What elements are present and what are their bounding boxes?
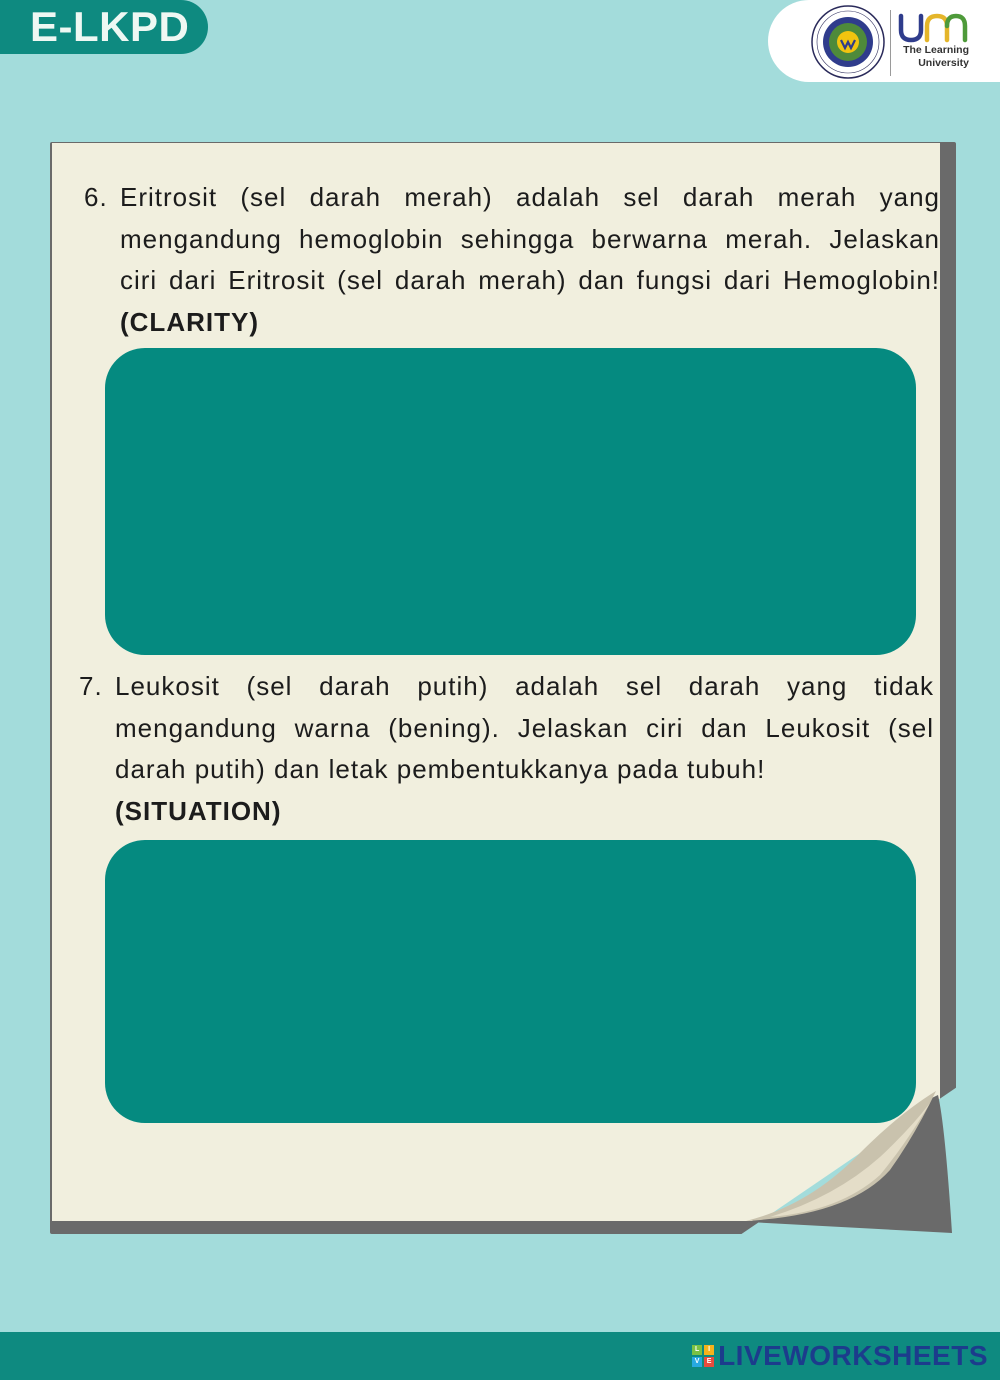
university-seal-icon	[810, 4, 886, 80]
liveworksheets-text: LIVEWORKSHEETS	[718, 1340, 988, 1371]
logo-tagline	[893, 44, 969, 70]
answer-box-6[interactable]	[105, 348, 916, 655]
logo-letter-l: L	[692, 1345, 702, 1355]
answer-box-7[interactable]	[105, 840, 916, 1123]
logo-divider	[890, 10, 891, 76]
question-6-number: 6.	[84, 182, 108, 212]
liveworksheets-brand[interactable]	[692, 1340, 988, 1372]
question-7-number: 7.	[79, 671, 103, 701]
logo-letter-e: E	[704, 1357, 714, 1367]
question-6-text: Eritrosit (sel darah merah) adalah sel darah merah yang mengandung hemoglobin sehingga berwarna merah. Jelaskan ciri dari Eritrosit (sel darah merah) dan fungsi dari Hemoglobin!	[120, 182, 940, 295]
logo-letter-v: V	[692, 1357, 702, 1367]
footer-bar	[0, 1332, 1000, 1380]
question-7-text: Leukosit (sel darah putih) adalah sel darah yang tidak mengandung warna (bening). Jelaskan ciri dan Leukosit (sel darah putih) dan letak pembentukkanya pada tubuh!	[115, 671, 934, 784]
liveworksheets-logo-icon	[692, 1345, 714, 1367]
logo-letter-i: I	[704, 1345, 714, 1355]
page-title: E-LKPD	[0, 0, 208, 54]
um-logo-icon	[895, 8, 969, 46]
question-7-tag: (SITUATION)	[115, 795, 282, 826]
question-6-tag: (CLARITY)	[120, 306, 259, 337]
logo-tagline-line1: The Learning	[903, 44, 969, 56]
question-7	[79, 666, 934, 832]
question-6	[84, 177, 940, 343]
logo-tagline-line2: University	[918, 57, 969, 69]
